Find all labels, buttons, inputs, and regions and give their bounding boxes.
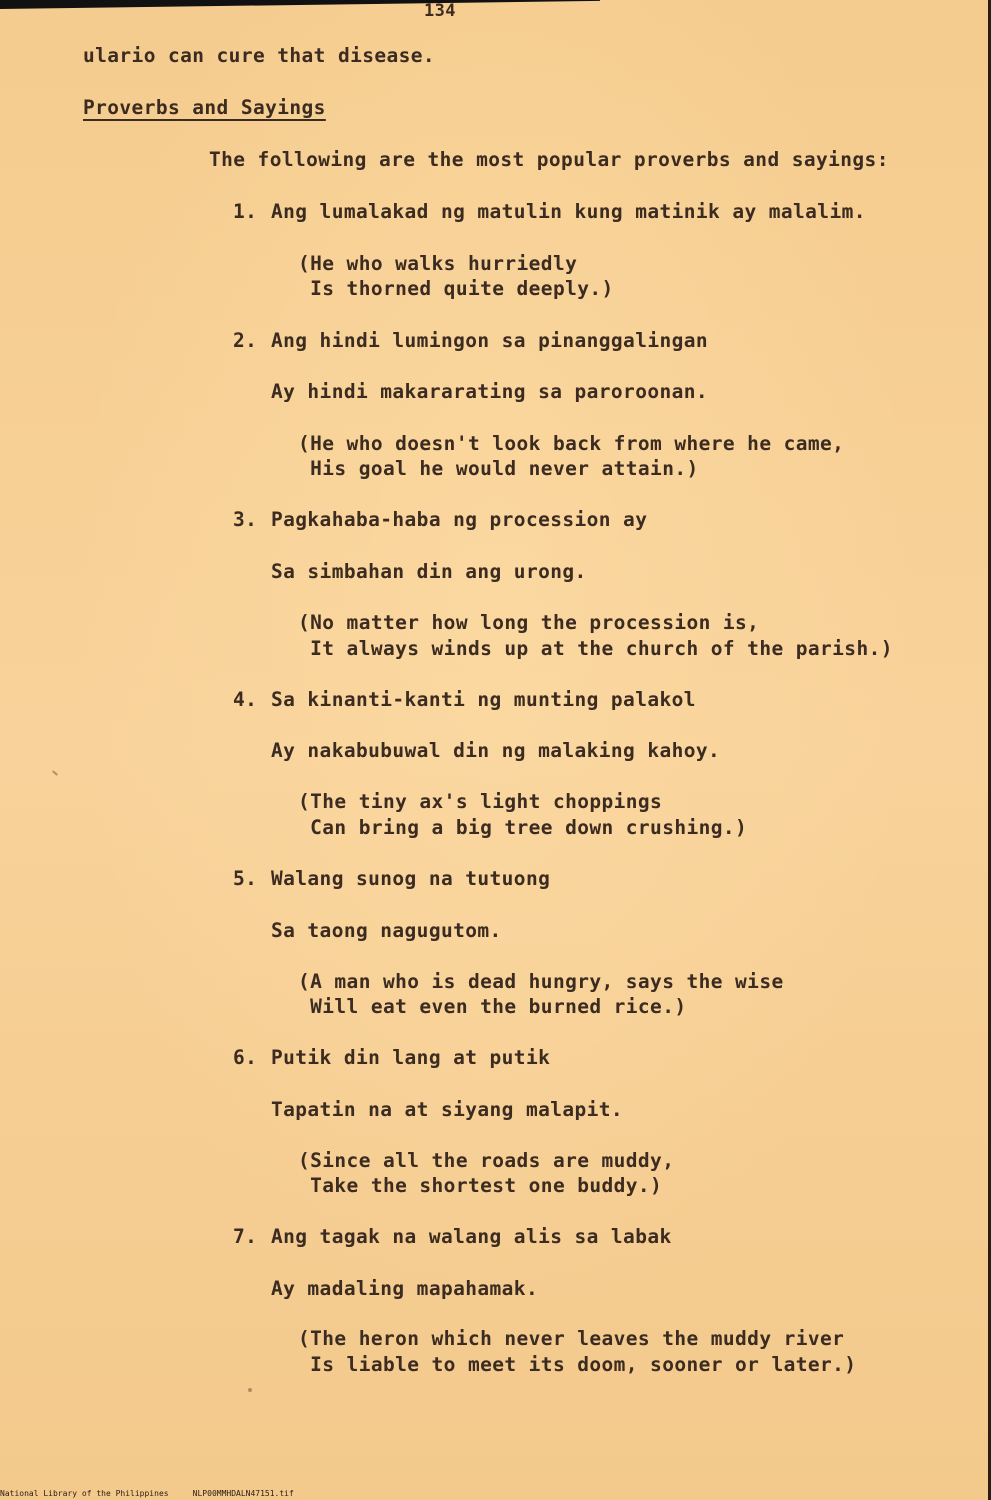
proverb-tagalog-line: Ang lumalakad ng matulin kung matinik ay malalim. — [271, 200, 866, 223]
proverb-english-line: Is liable to meet its doom, sooner or later.) — [298, 1353, 857, 1376]
proverb-english-line: It always winds up at the church of the parish.) — [298, 637, 893, 660]
proverb-tagalog-line: Sa kinanti-kanti ng munting palakol — [271, 688, 696, 711]
scan-speck — [248, 1388, 252, 1392]
footer-file: NLP00MMHDALN47151.tif — [192, 1489, 294, 1498]
proverb-tagalog-line: Ay madaling mapahamak. — [271, 1277, 539, 1300]
proverb-english-line: (The tiny ax's light choppings — [298, 790, 663, 813]
continuation-line: ulario can cure that disease. — [83, 44, 436, 67]
proverb-number: 2. — [233, 329, 258, 352]
proverb-tagalog-line: Ang hindi lumingon sa pinanggalingan — [271, 329, 709, 352]
proverb-tagalog-line: Walang sunog na tutuong — [271, 867, 551, 890]
proverb-english-line: Will eat even the burned rice.) — [298, 995, 687, 1018]
proverb-tagalog-line: Ay hindi makararating sa paroroonan. — [271, 380, 709, 403]
proverb-tagalog-line: Putik din lang at putik — [271, 1046, 551, 1069]
scan-speck — [52, 770, 58, 775]
proverb-tagalog-line: Ay nakabubuwal din ng malaking kahoy. — [271, 739, 721, 762]
proverb-english-line: (He who doesn't look back from where he came, — [298, 432, 845, 455]
proverb-tagalog-line: Pagkahaba-haba ng procession ay — [271, 508, 648, 531]
proverb-number: 7. — [233, 1225, 258, 1248]
proverb-number: 3. — [233, 508, 258, 531]
proverb-number: 5. — [233, 867, 258, 890]
proverb-english-line: (A man who is dead hungry, says the wise — [298, 970, 784, 993]
proverb-english-line: Take the shortest one buddy.) — [298, 1174, 663, 1197]
proverb-english-line: Can bring a big tree down crushing.) — [298, 816, 748, 839]
proverb-tagalog-line: Sa taong nagugutom. — [271, 919, 502, 942]
proverb-english-line: (Since all the roads are muddy, — [298, 1149, 675, 1172]
proverb-number: 4. — [233, 688, 258, 711]
proverb-english-line: Is thorned quite deeply.) — [298, 277, 614, 300]
section-heading: Proverbs and Sayings — [83, 96, 326, 119]
proverb-tagalog-line: Sa simbahan din ang urong. — [271, 560, 587, 583]
intro-line: The following are the most popular proverbs and sayings: — [209, 148, 889, 171]
footer-library: National Library of the Philippines — [0, 1489, 169, 1498]
proverb-tagalog-line: Ang tagak na walang alis sa labak — [271, 1225, 672, 1248]
proverb-english-line: (No matter how long the procession is, — [298, 611, 760, 634]
proverb-english-line: (The heron which never leaves the muddy river — [298, 1327, 845, 1350]
page-number: 134 — [424, 1, 456, 21]
proverb-tagalog-line: Tapatin na at siyang malapit. — [271, 1098, 624, 1121]
proverb-english-line: His goal he would never attain.) — [298, 457, 699, 480]
proverb-number: 6. — [233, 1046, 258, 1069]
proverb-english-line: (He who walks hurriedly — [298, 252, 578, 275]
scan-footer — [0, 1489, 294, 1499]
proverb-number: 1. — [233, 200, 258, 223]
scan-top-edge — [0, 0, 600, 9]
